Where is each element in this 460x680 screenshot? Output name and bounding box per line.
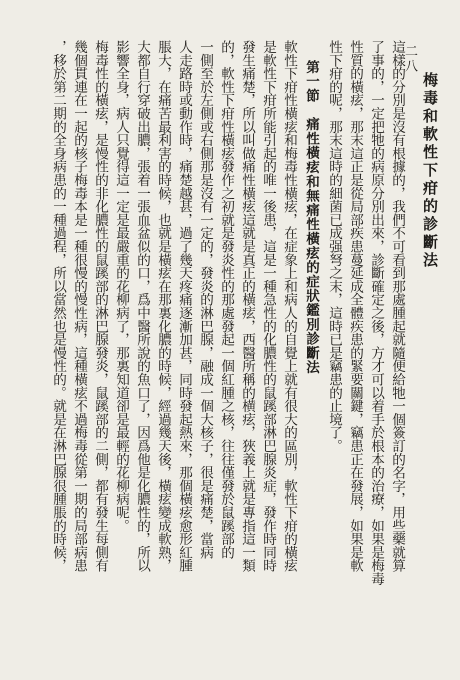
text-column: 了事的，一定把牠的病原分別出來，診斷確定之後，方才可以着手於根本的治療，如果是梅毒 <box>368 40 384 586</box>
text-column: 影響全身，病人只覺得這一定是最嚴重的花柳病了，那裏知道卻是最輕的花柳病呢。 <box>113 40 129 533</box>
text-column: 軟性下疳性橫痃和梅毒性橫痃，在症象上和病人的自覺上就有很大的區別，軟性下疳的橫痃 <box>281 40 297 573</box>
text-column: 是軟性下疳所能引起的唯一後患，這是一種急性的化膿性的鼠蹊部淋巴腺炎症，發作時同時 <box>260 40 276 573</box>
text-column: 性下疳的呢，那末這時的細菌已成强弩之末，這時已是竊患的止境了。 <box>326 40 342 453</box>
text-column: 脹大，在痛苦最利害的時候，也就是橫痃在那裏化膿的時候，經過幾天後，橫痃變成軟熟， <box>155 40 171 573</box>
text-column: 的，軟性下疳性橫痃發作之初就是發炎性的那處發起一個紅腫之核，往往僅發於鼠蹊部的 <box>218 40 234 559</box>
text-column: 這樣的分別是沒有根據的，我們不可看到那處腫起就隨便給牠一個簽訂的名字，用些藥就算 <box>389 40 405 573</box>
text-column: 大都自行穿破出膿，張着一張血盆似的口，爲中醫所說的魚口了，因爲他是化膿性的，所以 <box>134 40 150 573</box>
text-column: 人走路時或動作時，痛楚越甚，過了幾天疼痛逐漸加甚，同時發起熱來，那個橫痃愈形紅腫 <box>176 40 192 573</box>
text-column: ，移於第二期的全身病患的一種過程，所以當然也是慢性的。就是在淋巴腺很腫脹的時候， <box>50 40 66 573</box>
page-number: 二八 <box>402 44 417 74</box>
running-title: 梅毒和軟性下疳的診斷法 <box>421 72 439 270</box>
text-column: 一側至於左側或右側那是沒有一定的，發炎的淋巴腺，融成一個大核子，很是痛楚，當病 <box>197 40 213 559</box>
text-column: 發生痛楚，所以叫做痛性橫痃這就是真正的橫痃，西醫所稱的横痃，狹義上就是專指這一類 <box>239 40 255 573</box>
text-column: 梅毒性的橫痃，是慢性的非化膿性的鼠蹊部的淋巴腺發炎，鼠蹊部的二側，都有發生每側有 <box>92 40 108 573</box>
text-column: 幾個貫連在一起的核子梅毒本是一種很慢的慢性病，這種橫痃不過梅毒從第一期的局部病患 <box>71 40 87 573</box>
section-heading: 第一節 痛性橫痃和無痛性橫痃的症狀鑑別診斷法 <box>303 60 319 375</box>
text-column: 性質的橫痃，那末這正是從局部疾患蔓延成全體疾患的緊要關鍵，竊患正在發展，如果是軟 <box>347 40 363 573</box>
